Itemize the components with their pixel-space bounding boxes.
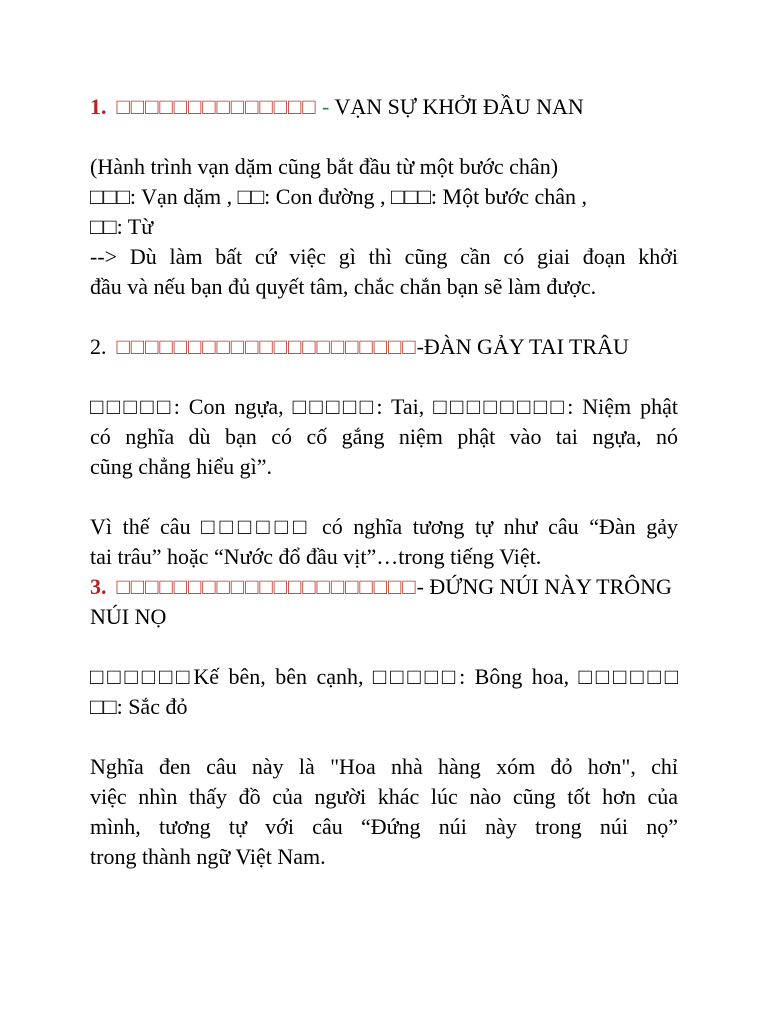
section-1-number: 1. [90, 94, 107, 119]
section-2-paragraph-line-2: tai trâu” hoặc “Nước đổ đầu vịt”…trong tiếng Việt. [90, 544, 542, 569]
section-3-heading [90, 572, 678, 602]
section-3-chinese: □□□□□□□□□□□□□□□□□□□□□ [116, 574, 417, 599]
section-1-chinese: □□□□□□□□□□□□□□ [116, 94, 317, 119]
spacer [90, 632, 678, 662]
section-2-title: -ĐÀN GẢY TAI TRÂU [416, 334, 629, 359]
section-3-paragraph-line-1: Nghĩa đen câu này là "Hoa nhà hàng xóm đỏ hơn", chỉ [90, 754, 678, 779]
section-2-paragraph-line-1: Vì thế câu □□□□□□ có nghĩa tương tự như câu “Đàn gảy [90, 514, 678, 539]
section-3-vocab-line-1: □□□□□□Kế bên, bên cạnh, □□□□□: Bông hoa, □□□□□□ [90, 664, 678, 689]
section-3-title-line-2: NÚI NỌ [90, 604, 167, 629]
spacer [90, 122, 678, 152]
section-2-chinese: □□□□□□□□□□□□□□□□□□□□□ [116, 334, 417, 359]
section-3-paragraph-line-3: mình, tương tự với câu “Đứng núi này trong núi nọ” [90, 814, 678, 839]
section-2-vocab-line-3: cũng chẳng hiểu gì”. [90, 454, 273, 479]
section-2-heading [90, 332, 678, 362]
section-2-vocab-line-1: □□□□□: Con ngựa, □□□□□: Tai, □□□□□□□□: Niệm phật [90, 394, 678, 419]
section-1-heading [90, 92, 678, 122]
section-1-explanation-line-2: đầu và nếu bạn đủ quyết tâm, chắc chắn bạn sẽ làm được. [90, 274, 597, 299]
section-1-vocab-line-2: □□: Từ [90, 214, 154, 239]
spacer [90, 302, 678, 332]
section-2-number: 2. [90, 334, 107, 359]
section-1-explanation-line-1: --> Dù làm bất cứ việc gì thì cũng cần có giai đoạn khởi [90, 244, 678, 269]
section-3-paragraph-line-4: trong thành ngữ Việt Nam. [90, 844, 326, 869]
spacer [90, 362, 678, 392]
section-2-vocab-line-2: có nghĩa dù bạn có cố gắng niệm phật vào tai ngựa, nó [90, 424, 678, 449]
spacer [90, 482, 678, 512]
spacer [90, 722, 678, 752]
section-1-dash: - [322, 94, 330, 119]
section-1-title: VẠN SỰ KHỞI ĐẦU NAN [334, 94, 584, 119]
section-1-meaning: (Hành trình vạn dặm cũng bắt đầu từ một bước chân) [90, 154, 559, 179]
section-1-vocab-line-1: □□□: Vạn dặm , □□: Con đường , □□□: Một bước chân , [90, 184, 588, 209]
section-3-number: 3. [90, 574, 107, 599]
section-3-paragraph-line-2: việc nhìn thấy đồ của người khác lúc nào cũng tốt hơn của [90, 784, 678, 809]
section-3-vocab-line-2: □□: Sắc đỏ [90, 694, 188, 719]
section-3-title-line-1: - ĐỨNG NÚI NÀY TRÔNG [416, 574, 672, 599]
document-body [90, 92, 678, 872]
